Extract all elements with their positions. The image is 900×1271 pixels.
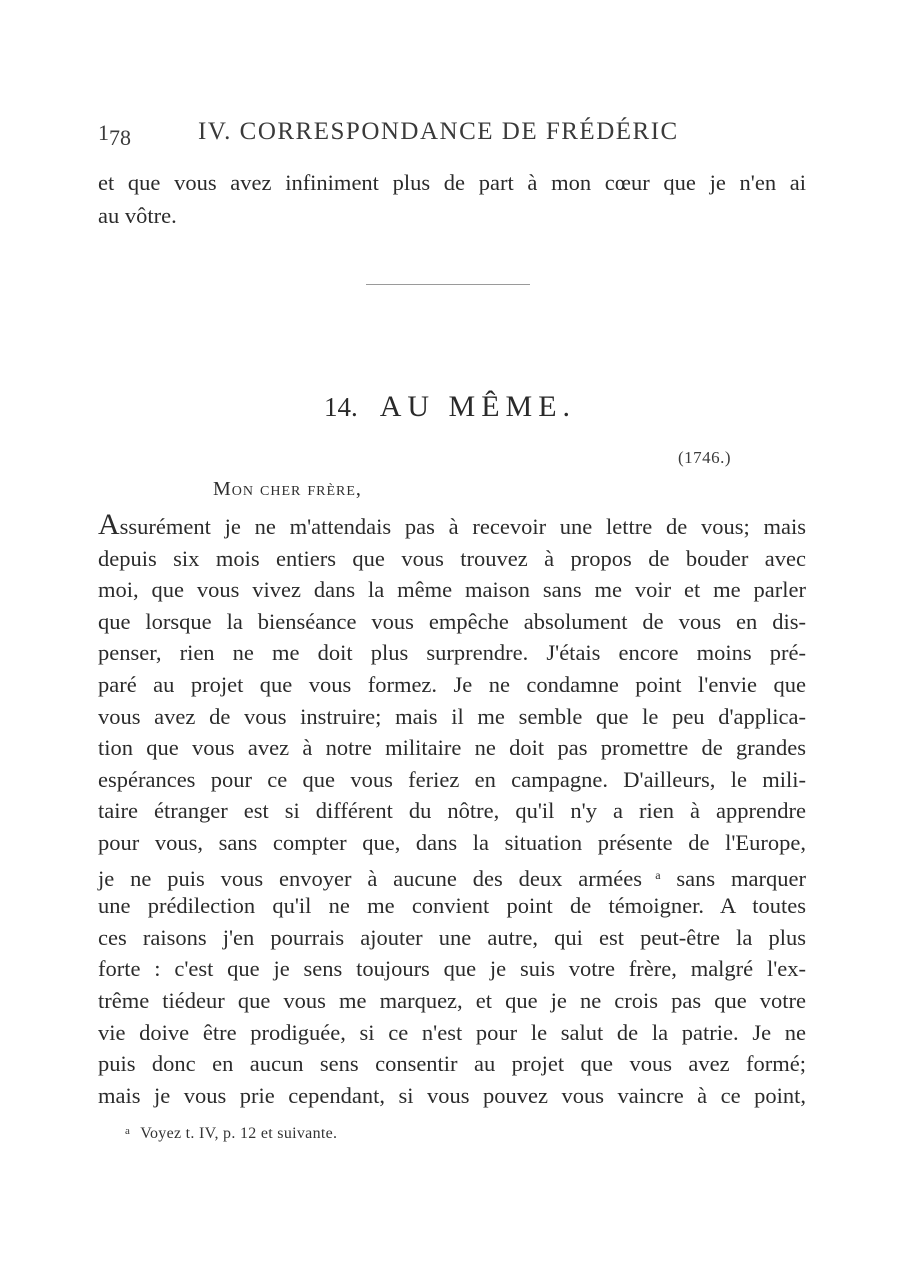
footnote-text: Voyez t. IV, p. 12 et suivante. — [140, 1125, 338, 1142]
running-head-title: IV. CORRESPONDANCE DE FRÉDÉRIC — [198, 118, 679, 145]
body-line: puis donc en aucun sens consentir au projet que vous avez formé; — [98, 1051, 806, 1077]
continuation-line: et que vous avez infiniment plus de part à mon cœur que je n'en ai — [98, 170, 806, 195]
footnote-reference[interactable]: a — [641, 867, 661, 882]
body-line: depuis six mois entiers que vous trouvez à propos de bouder avec — [98, 545, 806, 571]
body-line: pour vous, sans compter que, dans la situation présente de l'Europe, — [98, 830, 806, 855]
body-line: ces raisons j'en pourrais ajouter une autre, qui est peut-être la plus — [98, 924, 806, 950]
letter-title: AU MÊME. — [379, 390, 577, 423]
body-text: je ne puis vous envoyer à aucune des deux armées — [98, 865, 642, 891]
section-divider — [366, 284, 530, 285]
body-line: taire étranger est si différent du nôtre, qu'il n'y a rien à apprendre — [98, 798, 806, 824]
continuation-line: au vôtre. — [98, 203, 177, 228]
drop-cap: A — [98, 508, 120, 541]
footnote — [125, 1125, 337, 1143]
body-text: sans marquer — [660, 865, 806, 891]
body-line: mais je vous prie cependant, si vous pouvez vous vaincre à ce point, — [98, 1082, 806, 1108]
footnote-marker: a — [125, 1125, 131, 1137]
page-number-digit: 8 — [120, 125, 131, 150]
body-line: espérances pour ce que vous feriez en campagne. D'ailleurs, le mili- — [98, 766, 806, 792]
body-line — [98, 860, 806, 890]
body-line: vie doive être prodiguée, si ce n'est pour le salut de la patrie. Je ne — [98, 1019, 806, 1045]
body-text: ssurément je ne m'attendais pas à recevoir une lettre de vous; mais — [119, 514, 806, 539]
body-line: tion que vous avez à notre militaire ne doit pas promettre de grandes — [98, 735, 806, 761]
running-head — [98, 118, 818, 152]
letter-heading — [0, 390, 900, 424]
page-number — [98, 120, 131, 150]
body-line — [98, 508, 806, 542]
body-line: penser, rien ne me doit plus surprendre. J'étais encore moins pré- — [98, 640, 806, 666]
salutation: Mon cher frère, — [213, 478, 362, 500]
body-line: vous avez de vous instruire; mais il me semble que le peu d'applica- — [98, 703, 806, 729]
body-line: que lorsque la bienséance vous empêche absolument de vous en dis- — [98, 608, 806, 634]
body-line: forte : c'est que je sens toujours que je suis votre frère, malgré l'ex- — [98, 956, 806, 982]
body-line: moi, que vous vivez dans la même maison sans me voir et me parler — [98, 577, 806, 603]
page-number-digit: 1 — [98, 120, 109, 145]
letter-number: 14. — [323, 392, 358, 422]
letter-date: (1746.) — [678, 448, 732, 467]
body-line: une prédilection qu'il ne me convient point de témoigner. A toutes — [98, 893, 806, 919]
body-line: paré au projet que vous formez. Je ne condamne point l'envie que — [98, 672, 806, 697]
page-number-digit: 7 — [109, 125, 120, 150]
body-line: trême tiédeur que vous me marquez, et que je ne crois pas que votre — [98, 988, 806, 1013]
